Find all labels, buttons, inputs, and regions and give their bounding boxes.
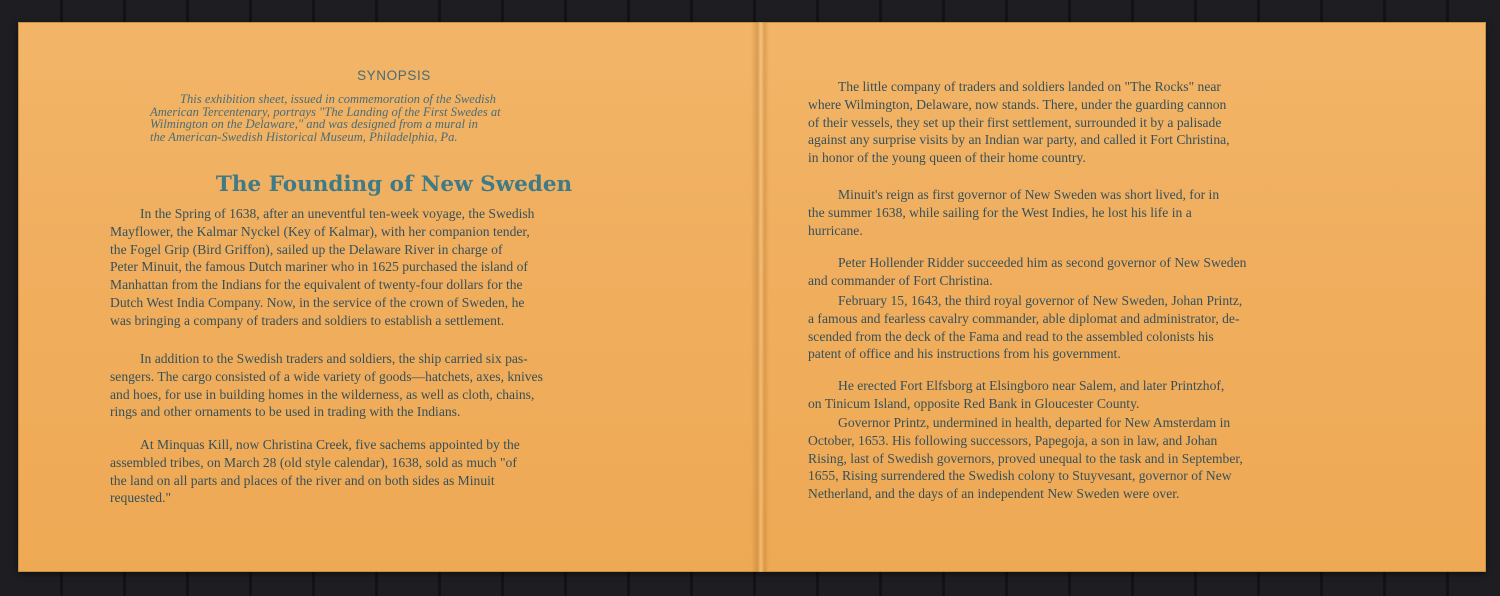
text-line: Manhattan from the Indians for the equivalent of twenty-four dollars for the [110, 277, 523, 293]
synopsis-text [150, 93, 650, 143]
text-line: in honor of the young queen of their home country. [808, 150, 1086, 166]
text-line: the Fogel Grip (Bird Griffon), sailed up the Delaware River in charge of [110, 241, 503, 257]
text-line: and commander of Fort Christina. [808, 272, 993, 288]
paragraph [808, 254, 1390, 290]
text-line: against any surprise visits by an Indian war party, and called it Fort Christina, [808, 132, 1230, 148]
text-line: where Wilmington, Delaware, now stands. There, under the guarding cannon [808, 96, 1227, 112]
paragraph [808, 377, 1390, 413]
synopsis-line: American Tercentenary, portrays "The Landing of the First Swedes at [150, 104, 501, 119]
text-line: hurricane. [808, 222, 863, 238]
synopsis-heading: SYNOPSIS [357, 68, 431, 83]
text-line: February 15, 1643, the third royal governor of New Sweden, Johan Printz, [838, 293, 1243, 308]
text-line: Dutch West India Company. Now, in the service of the crown of Sweden, he [110, 294, 525, 310]
paragraph [808, 78, 1390, 167]
text-line: In addition to the Swedish traders and soldiers, the ship carried six pas- [140, 351, 528, 366]
synopsis-line: This exhibition sheet, issued in commemoration of the Swedish [180, 92, 496, 106]
text-line: sengers. The cargo consisted of a wide variety of goods—hatchets, axes, knives [110, 368, 543, 384]
paragraph [110, 205, 678, 330]
text-line: was bringing a company of traders and soldiers to establish a settlement. [110, 312, 505, 328]
text-line: the summer 1638, while sailing for the West Indies, he lost his life in a [808, 204, 1192, 220]
synopsis-line: Wilmington on the Delaware," and was designed from a mural in [150, 117, 478, 132]
synopsis-line: the American-Swedish Historical Museum, Philadelphia, Pa. [150, 129, 458, 144]
text-line: requested." [110, 490, 172, 506]
text-line: of their vessels, they set up their first settlement, surrounded it by a palisade [808, 114, 1222, 130]
text-line: He erected Fort Elfsborg at Elsingboro near Salem, and later Printzhof, [838, 378, 1225, 393]
text-line: assembled tribes, on March 28 (old style calendar), 1638, sold as much "of [110, 454, 517, 470]
text-line: a famous and fearless cavalry commander, able diplomat and administrator, de- [808, 310, 1240, 326]
paragraph [110, 436, 678, 507]
left-panel [110, 22, 678, 572]
text-line: patent of office and his instructions from his government. [808, 346, 1121, 362]
paragraph [808, 186, 1390, 239]
exhibition-sheet [18, 22, 1486, 572]
paragraph [808, 414, 1390, 503]
text-line: Mayflower, the Kalmar Nyckel (Key of Kalmar), with her companion tender, [110, 223, 530, 239]
text-line: Rising, last of Swedish governors, proved unequal to the task and in September, [808, 450, 1243, 466]
right-panel [808, 22, 1390, 572]
text-line: October, 1653. His following successors, Papegoja, a son in law, and Johan [808, 432, 1218, 448]
text-line: 1655, Rising surrendered the Swedish colony to Stuyvesant, governor of New [808, 468, 1232, 484]
paragraph [110, 350, 678, 421]
text-line: and hoes, for use in building homes in the wilderness, as well as cloth, chains, [110, 386, 535, 402]
text-line: Governor Printz, undermined in health, departed for New Amsterdam in [838, 415, 1231, 430]
text-line: the land on all parts and places of the river and on both sides as Minuit [110, 472, 495, 488]
text-line: on Tinicum Island, opposite Red Bank in Gloucester County. [808, 395, 1140, 411]
text-line: The little company of traders and soldiers landed on "The Rocks" near [838, 79, 1221, 94]
text-line: Peter Minuit, the famous Dutch mariner who in 1625 purchased the island of [110, 259, 528, 275]
text-line: At Minquas Kill, now Christina Creek, five sachems appointed by the [140, 437, 520, 452]
text-line: scended from the deck of the Fama and read to the assembled colonists his [808, 328, 1214, 344]
text-line: Netherland, and the days of an independent New Sweden were over. [808, 486, 1180, 502]
paragraph [808, 292, 1390, 363]
text-line: In the Spring of 1638, after an uneventful ten-week voyage, the Swedish [140, 206, 535, 221]
text-line: Minuit's reign as first governor of New Sweden was short lived, for in [838, 187, 1220, 202]
text-line: rings and other ornaments to be used in trading with the Indians. [110, 404, 461, 420]
text-line: Peter Hollender Ridder succeeded him as second governor of New Sweden [838, 255, 1247, 270]
center-fold [751, 22, 769, 572]
page-title: The Founding of New Sweden [215, 172, 573, 197]
